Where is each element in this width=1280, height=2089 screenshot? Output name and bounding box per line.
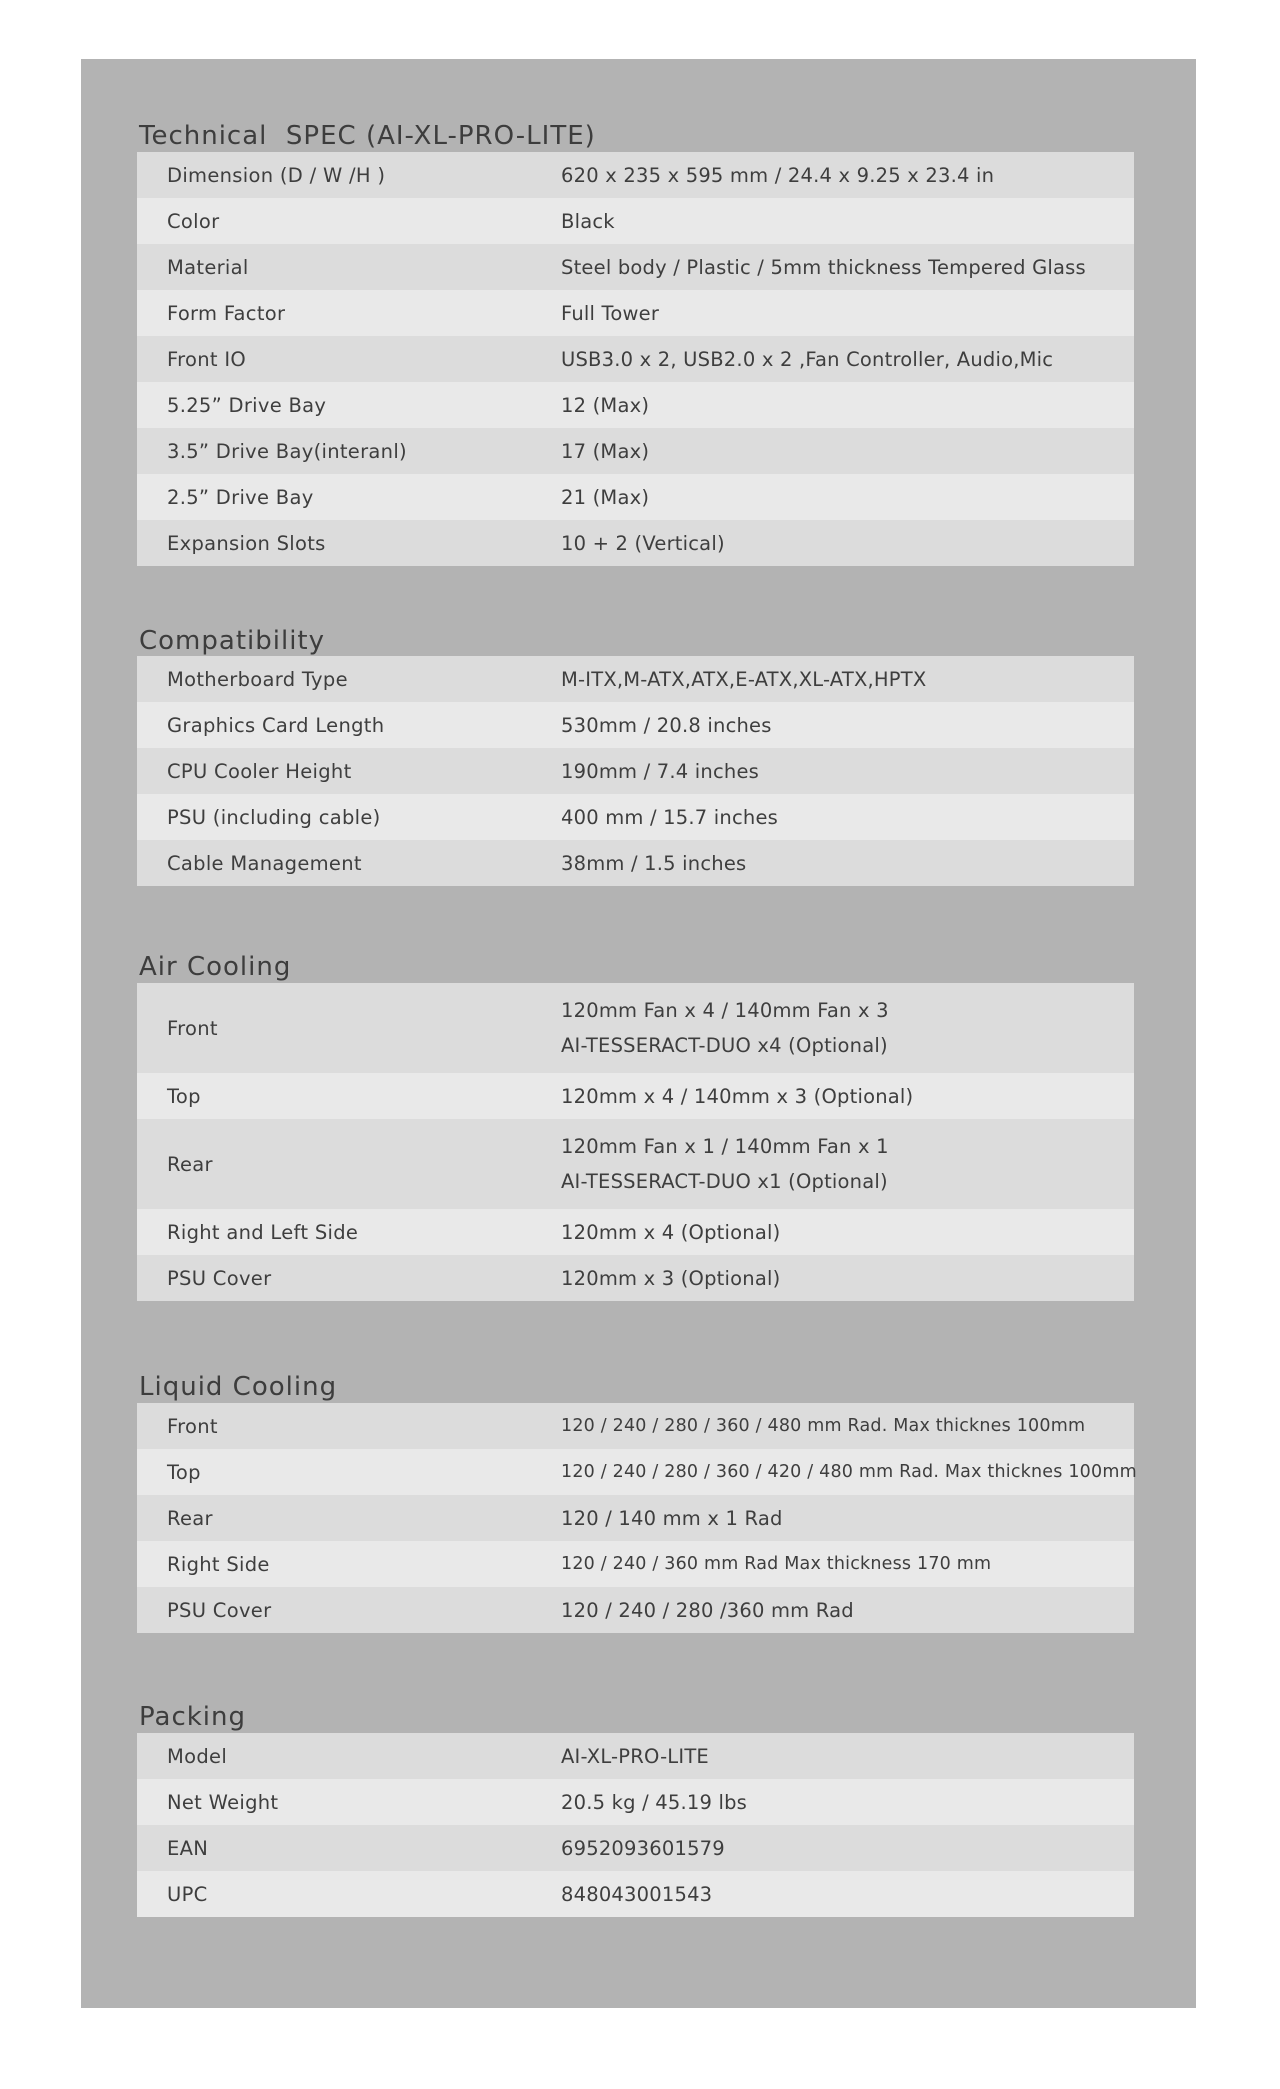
spec-value <box>561 204 615 239</box>
table-row <box>137 983 1134 1073</box>
spec-value <box>561 1785 747 1820</box>
spec-value <box>561 388 649 423</box>
spec-value-line: 120 / 240 / 280 / 360 / 420 / 480 mm Rad. Max thicknes 100mm <box>561 1461 1137 1482</box>
spec-value-line: AI-XL-PRO-LITE <box>561 1744 709 1768</box>
table-row <box>137 1209 1134 1255</box>
table-row <box>137 244 1134 290</box>
spec-label: Material <box>167 255 249 279</box>
table-row <box>137 1495 1134 1541</box>
table-row <box>137 656 1134 702</box>
spec-value-line: Full Tower <box>561 301 660 325</box>
spec-label: 3.5” Drive Bay(interanl) <box>167 439 407 463</box>
spec-value <box>561 662 926 697</box>
section-title: Packing <box>139 1702 247 1732</box>
table-row <box>137 794 1134 840</box>
table-row <box>137 198 1134 244</box>
table-row <box>137 382 1134 428</box>
spec-value-line: 12 (Max) <box>561 393 650 417</box>
spec-value <box>561 250 1086 285</box>
spec-value <box>561 526 725 561</box>
spec-value-line: 6952093601579 <box>561 1836 725 1860</box>
spec-table <box>137 983 1134 1301</box>
table-row <box>137 1119 1134 1209</box>
spec-label: Color <box>167 209 220 233</box>
spec-label: Front <box>167 1016 218 1040</box>
spec-value-line: USB3.0 x 2, USB2.0 x 2 ,Fan Controller, Audio,Mic <box>561 347 1054 371</box>
spec-label: PSU Cover <box>167 1598 272 1622</box>
spec-value <box>561 1129 889 1199</box>
spec-value <box>561 434 649 469</box>
section-title: Technical SPEC (AI-XL-PRO-LITE) <box>139 121 596 151</box>
spec-value-line: 120 / 240 / 280 /360 mm Rad <box>561 1598 854 1622</box>
spec-table <box>137 1733 1134 1917</box>
table-row <box>137 1073 1134 1119</box>
spec-value-line: Black <box>561 209 615 233</box>
spec-value-line: 120 / 240 / 360 mm Rad Max thickness 170 mm <box>561 1553 992 1574</box>
spec-value-line: 20.5 kg / 45.19 lbs <box>561 1790 748 1814</box>
spec-value <box>561 158 994 193</box>
table-row <box>137 1403 1134 1449</box>
spec-value-line: 17 (Max) <box>561 439 650 463</box>
spec-value-line: 530mm / 20.8 inches <box>561 713 772 737</box>
table-row <box>137 520 1134 566</box>
spec-value <box>561 1831 725 1866</box>
section-title: Air Cooling <box>139 952 292 982</box>
table-row <box>137 474 1134 520</box>
spec-label: PSU (including cable) <box>167 805 381 829</box>
spec-label: Model <box>167 1744 228 1768</box>
spec-value-line: 120 / 140 mm x 1 Rad <box>561 1506 783 1530</box>
spec-label: Top <box>167 1084 201 1108</box>
spec-label: 2.5” Drive Bay <box>167 485 314 509</box>
spec-value-line: M-ITX,M-ATX,ATX,E-ATX,XL-ATX,HPTX <box>561 667 927 691</box>
spec-value-line: 120 / 240 / 280 / 360 / 480 mm Rad. Max thicknes 100mm <box>561 1415 1086 1436</box>
table-row <box>137 702 1134 748</box>
table-row <box>137 1779 1134 1825</box>
spec-value <box>561 993 889 1063</box>
spec-value <box>561 1877 712 1912</box>
table-row <box>137 1255 1134 1301</box>
table-row <box>137 152 1134 198</box>
spec-value <box>561 754 759 789</box>
spec-value <box>561 1455 1137 1490</box>
spec-value <box>561 1079 913 1114</box>
spec-value <box>561 342 1053 377</box>
spec-value-line: 120mm x 3 (Optional) <box>561 1266 781 1290</box>
spec-value-line: AI-TESSERACT-DUO x4 (Optional) <box>561 1034 888 1057</box>
table-row <box>137 1449 1137 1495</box>
spec-label: Front <box>167 1414 218 1438</box>
spec-value-line: Steel body / Plastic / 5mm thickness Tempered Glass <box>561 255 1086 279</box>
spec-value-line: 21 (Max) <box>561 485 650 509</box>
spec-label: UPC <box>167 1882 208 1906</box>
spec-value <box>561 1261 780 1296</box>
table-row <box>137 1541 1134 1587</box>
spec-label: PSU Cover <box>167 1266 272 1290</box>
spec-panel <box>81 59 1196 2008</box>
table-row <box>137 1587 1134 1633</box>
spec-label: Motherboard Type <box>167 667 348 691</box>
table-row <box>137 840 1134 886</box>
spec-value-line: 620 x 235 x 595 mm / 24.4 x 9.25 x 23.4 in <box>561 163 995 187</box>
spec-label: 5.25” Drive Bay <box>167 393 327 417</box>
spec-value-line: 120mm x 4 (Optional) <box>561 1220 781 1244</box>
spec-value <box>561 1501 783 1536</box>
spec-value <box>561 1409 1085 1444</box>
spec-label: Right and Left Side <box>167 1220 359 1244</box>
spec-value <box>561 1215 780 1250</box>
spec-value-line: 120mm Fan x 1 / 140mm Fan x 1 <box>561 1135 889 1158</box>
section-title: Compatibility <box>139 626 325 656</box>
section-title: Liquid Cooling <box>139 1372 338 1402</box>
spec-value <box>561 1547 991 1582</box>
spec-label: Form Factor <box>167 301 286 325</box>
spec-table <box>137 152 1134 566</box>
spec-table <box>137 656 1134 886</box>
table-row <box>137 1733 1134 1779</box>
spec-value <box>561 480 649 515</box>
spec-label: CPU Cooler Height <box>167 759 352 783</box>
spec-label: Dimension (D / W /H ) <box>167 163 386 187</box>
table-row <box>137 336 1134 382</box>
table-row <box>137 1825 1134 1871</box>
table-row <box>137 290 1134 336</box>
spec-value <box>561 1739 709 1774</box>
spec-value <box>561 296 659 331</box>
spec-label: Front IO <box>167 347 247 371</box>
spec-value <box>561 846 746 881</box>
spec-value-line: 120mm x 4 / 140mm x 3 (Optional) <box>561 1084 914 1108</box>
table-row <box>137 1871 1134 1917</box>
spec-value-line: 38mm / 1.5 inches <box>561 851 747 875</box>
spec-label: Rear <box>167 1506 213 1530</box>
spec-value <box>561 708 772 743</box>
table-row <box>137 748 1134 794</box>
spec-value <box>561 800 778 835</box>
spec-table <box>137 1403 1137 1633</box>
spec-value-line: 10 + 2 (Vertical) <box>561 531 725 555</box>
spec-value-line: 400 mm / 15.7 inches <box>561 805 779 829</box>
spec-value <box>561 1593 854 1628</box>
spec-value-line: 190mm / 7.4 inches <box>561 759 760 783</box>
spec-value-line: 120mm Fan x 4 / 140mm Fan x 3 <box>561 999 889 1022</box>
spec-label: Expansion Slots <box>167 531 326 555</box>
spec-label: Rear <box>167 1152 213 1176</box>
spec-label: Net Weight <box>167 1790 279 1814</box>
spec-label: Cable Management <box>167 851 362 875</box>
spec-value-line: AI-TESSERACT-DUO x1 (Optional) <box>561 1170 888 1193</box>
spec-label: EAN <box>167 1836 209 1860</box>
spec-value-line: 848043001543 <box>561 1882 713 1906</box>
spec-label: Top <box>167 1460 201 1484</box>
spec-label: Right Side <box>167 1552 270 1576</box>
spec-label: Graphics Card Length <box>167 713 385 737</box>
table-row <box>137 428 1134 474</box>
